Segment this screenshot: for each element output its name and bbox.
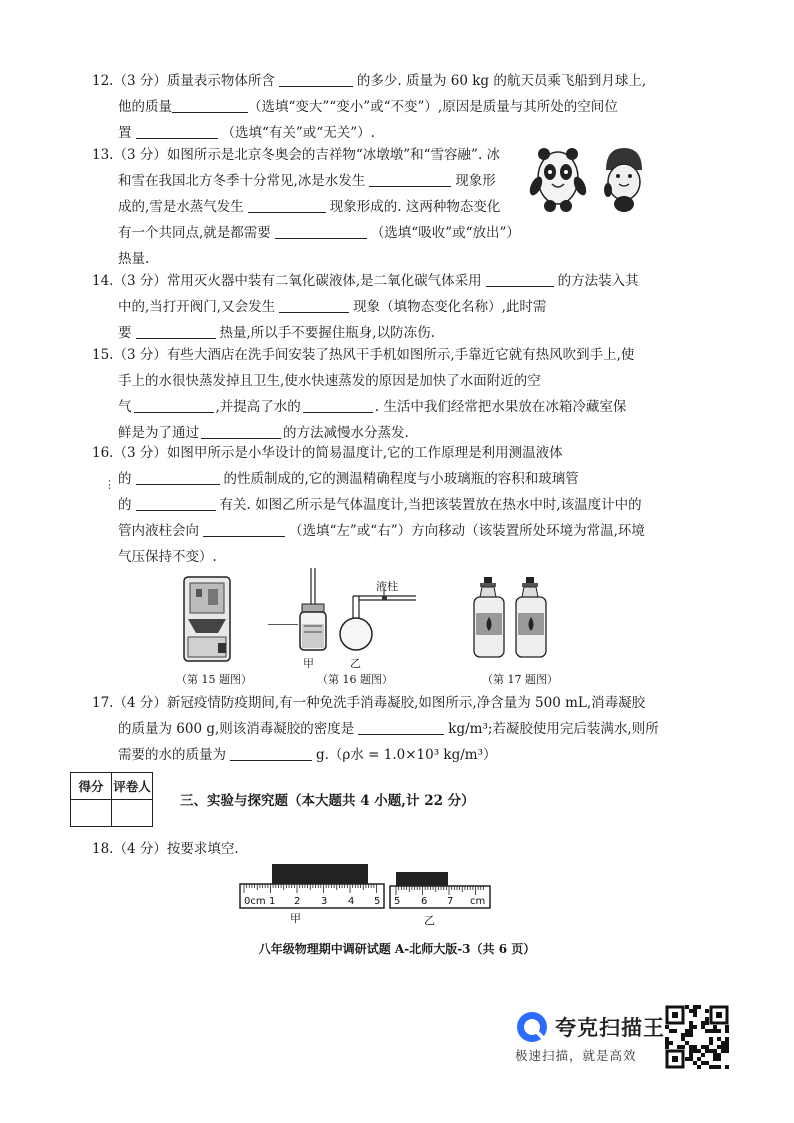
qr-module <box>689 1057 693 1061</box>
q13-text: 和雪在我国北方冬季十分常见,冰是水发生 <box>118 173 366 189</box>
q16-text: 的性质制成的,它的测温精确程度与小玻璃瓶的容积和玻璃管 <box>223 471 579 487</box>
object-block-yi <box>396 872 448 886</box>
qr-module <box>689 1009 693 1013</box>
qr-module <box>685 1041 689 1045</box>
answer-blank[interactable] <box>248 198 326 213</box>
grader-label: 评卷人 <box>112 773 153 800</box>
qr-module <box>693 1061 697 1065</box>
qr-module <box>701 1061 705 1065</box>
ruler-tick-label: 3 <box>321 896 328 907</box>
answer-blank[interactable] <box>275 224 367 239</box>
ruler-tick-label: 2 <box>294 896 301 907</box>
qr-module <box>717 1065 721 1069</box>
question-16 <box>92 440 692 570</box>
qr-module <box>725 1045 729 1049</box>
answer-blank[interactable] <box>172 98 248 113</box>
q14-text: 现象（填物态变化名称）,此时需 <box>353 299 547 315</box>
ruler-figure <box>238 862 498 926</box>
q16-text: 管内液柱会向 <box>118 523 199 539</box>
q17-text: kg/m³;若凝胶使用完后装满水,则所 <box>448 721 659 737</box>
qr-module <box>701 1045 705 1049</box>
q14-text: 的方法装入其 <box>557 273 639 289</box>
answer-blank[interactable] <box>230 746 312 761</box>
ruler-unit: cm <box>470 896 486 907</box>
q14-text: 要 <box>118 325 132 341</box>
mascot-illustration <box>528 140 648 220</box>
qr-module <box>721 1045 725 1049</box>
qr-module <box>713 1057 717 1061</box>
qr-module <box>721 1041 725 1045</box>
q13-text: 现象形 <box>455 173 496 189</box>
qr-module <box>705 1017 709 1021</box>
q13-text: 现象形成的. 这两种物态变化 <box>329 199 501 215</box>
qr-module <box>669 1041 673 1045</box>
qr-module <box>669 1029 673 1033</box>
qr-module <box>713 1049 717 1053</box>
q15-text: ,并提高了水的 <box>215 399 301 415</box>
question-14 <box>92 268 692 346</box>
caption-fig16: （第 16 题图） <box>317 673 393 686</box>
qr-module <box>677 1045 681 1049</box>
q18-text: 18.（4 分）按要求填空. <box>92 841 239 857</box>
answer-blank[interactable] <box>279 72 353 87</box>
qr-module <box>665 1045 669 1049</box>
q13-text: 成的,雪是水蒸气发生 <box>118 199 244 215</box>
answer-blank[interactable] <box>303 398 373 413</box>
qr-module <box>713 1029 717 1033</box>
q13-text: 热量. <box>118 251 150 267</box>
quark-logo-icon <box>515 1010 549 1044</box>
question-15 <box>92 342 692 446</box>
qr-module <box>717 1037 721 1041</box>
answer-blank[interactable] <box>279 298 349 313</box>
label-yi: 乙 <box>350 657 361 670</box>
q13-text: （选填“吸收”或“放出”） <box>370 225 520 241</box>
qr-module <box>693 1005 697 1009</box>
qr-module <box>685 1005 689 1009</box>
brand-slogan: 极速扫描，就是高效 <box>515 1048 637 1063</box>
qr-module <box>689 1025 693 1029</box>
figure-divider <box>268 624 298 625</box>
qr-module <box>721 1049 725 1053</box>
question-18 <box>92 836 692 862</box>
ruler-tick-label: 5 <box>394 896 401 907</box>
ruler-tick-label: 6 <box>421 896 428 907</box>
hand-dryer-figure <box>178 575 238 665</box>
qr-module <box>665 1025 669 1029</box>
margin-mark: ⋮ <box>104 478 115 491</box>
answer-blank[interactable] <box>136 496 216 511</box>
q15-text: 的方法减慢水分蒸发. <box>283 425 409 441</box>
score-table <box>70 772 153 827</box>
ruler-tick-label: 7 <box>447 896 454 907</box>
qr-code-icon[interactable] <box>665 1005 729 1069</box>
q15-text: 15.（3 分）有些大酒店在洗手间安装了热风干手机如图所示,手靠近它就有热风吹到手上,使 <box>92 347 635 363</box>
qr-module <box>725 1025 729 1029</box>
qr-module <box>717 1057 721 1061</box>
answer-blank[interactable] <box>201 424 281 439</box>
caption-fig17: （第 17 题图） <box>482 673 558 686</box>
qr-module <box>705 1009 709 1013</box>
qr-module <box>685 1029 689 1033</box>
q15-text: . 生活中我们经常把水果放在冰箱冷藏室保 <box>374 399 627 415</box>
q17-text: 17.（4 分）新冠疫情防疫期间,有一种免洗手消毒凝胶,如图所示,净含量为 500 mL,消毒凝胶 <box>92 695 646 711</box>
q15-text: 鲜是为了通过 <box>118 425 199 441</box>
qr-module <box>685 1033 689 1037</box>
q17-text: 需要的水的质量为 <box>118 747 226 763</box>
question-17 <box>92 690 692 768</box>
ruler-tick-label: 0cm <box>244 896 266 907</box>
qr-module <box>701 1021 705 1025</box>
qr-module <box>689 1045 693 1049</box>
q14-text: 14.（3 分）常用灭火器中装有二氧化碳液体,是二氧化碳气体采用 <box>92 273 482 289</box>
answer-blank[interactable] <box>134 398 214 413</box>
qr-module <box>689 1029 693 1033</box>
q14-text: 热量,所以手不要握住瓶身,以防冻伤. <box>219 325 435 341</box>
qr-module <box>709 1041 713 1045</box>
q17-text: g.（ρ水 = 1.0×10³ kg/m³） <box>316 747 497 763</box>
qr-module <box>713 1065 717 1069</box>
qr-module <box>697 1049 701 1053</box>
grader-cell[interactable] <box>112 800 153 827</box>
qr-module <box>713 1053 717 1057</box>
answer-blank[interactable] <box>486 272 554 287</box>
ruler-label-jia: 甲 <box>290 912 301 925</box>
caption-fig15: （第 15 题图） <box>176 673 252 686</box>
qr-module <box>665 1041 669 1045</box>
qr-module <box>693 1045 697 1049</box>
q16-text: 的 <box>118 497 132 513</box>
q16-text: 气压保持不变）. <box>118 549 217 565</box>
q16-text: 有关. 如图乙所示是气体温度计,当把该装置放在热水中时,该温度计中的 <box>219 497 642 513</box>
qr-module <box>701 1053 705 1057</box>
label-jia: 甲 <box>303 657 314 670</box>
ruler-tick-label: 5 <box>374 896 381 907</box>
qr-module <box>725 1029 729 1033</box>
q12-text: （选填“有关”或“无关”）. <box>221 125 375 141</box>
q14-text: 中的,当打开阀门,又会发生 <box>118 299 276 315</box>
qr-module <box>725 1049 729 1053</box>
q15-text: 手上的水很快蒸发掉且卫生,使水快速蒸发的原因是加快了水面附近的空 <box>118 373 541 389</box>
qr-module <box>705 1021 709 1025</box>
qr-module <box>693 1009 697 1013</box>
qr-module <box>693 1049 697 1053</box>
qr-module <box>717 1053 721 1057</box>
thermometer-figure <box>296 566 426 666</box>
score-label: 得分 <box>71 773 112 800</box>
q12-text: 置 <box>118 125 132 141</box>
qr-module <box>705 1061 709 1065</box>
qr-module <box>689 1049 693 1053</box>
qr-module <box>705 1029 709 1033</box>
label-yezhu: 液柱 <box>376 580 398 593</box>
qr-module <box>709 1037 713 1041</box>
qr-module <box>725 1037 729 1041</box>
qr-module <box>701 1025 705 1029</box>
qr-module <box>689 1021 693 1025</box>
qr-module <box>681 1033 685 1037</box>
question-12 <box>92 68 692 146</box>
qr-module <box>681 1045 685 1049</box>
q15-text: 气 <box>118 399 132 415</box>
qr-module <box>717 1029 721 1033</box>
q17-text: 的质量为 600 g,则该消毒凝胶的密度是 <box>118 721 355 737</box>
qr-module <box>705 1049 709 1053</box>
q12-text: 12.（3 分）质量表示物体所含 <box>92 73 275 89</box>
score-cell[interactable] <box>71 800 112 827</box>
q13-text: 13.（3 分）如图所示是北京冬奥会的吉祥物“冰墩墩”和“雪容融”. 冰 <box>92 147 501 163</box>
qr-module <box>693 1013 697 1017</box>
object-block-jia <box>272 864 368 884</box>
answer-blank[interactable] <box>136 470 220 485</box>
qr-module <box>697 1065 701 1069</box>
q16-text: 的 <box>118 471 132 487</box>
qr-module <box>713 1025 717 1029</box>
qr-module <box>665 1037 669 1041</box>
page-footer: 八年级物理期中调研试题 A-北师大版-3（共 6 页） <box>258 942 536 956</box>
ruler-tick-label: 4 <box>348 896 355 907</box>
qr-module <box>689 1033 693 1037</box>
answer-blank[interactable] <box>136 124 218 139</box>
answer-blank[interactable] <box>369 172 451 187</box>
section-title: 三、实验与探究题（本大题共 4 小题,计 22 分） <box>180 793 475 809</box>
answer-blank[interactable] <box>203 522 285 537</box>
ruler-label-yi: 乙 <box>424 914 435 926</box>
qr-module <box>709 1029 713 1033</box>
qr-module <box>709 1065 713 1069</box>
qr-module <box>717 1045 721 1049</box>
q16-text: （选填“左”或“右”）方向移动（该装置所处环境为常温,环境 <box>289 523 645 539</box>
q12-text: 的多少. 质量为 60 kg 的航天员乘飞船到月球上, <box>356 73 647 89</box>
qr-module <box>689 1053 693 1057</box>
q12-text: （选填“变大”“变小”或“不变”）,原因是质量与其所处的空间位 <box>248 99 618 115</box>
qr-module <box>709 1049 713 1053</box>
qr-module <box>697 1005 701 1009</box>
sanitizer-bottles-figure <box>470 575 560 667</box>
qr-module <box>725 1065 729 1069</box>
qr-module <box>697 1057 701 1061</box>
qr-module <box>681 1037 685 1041</box>
q16-text: 16.（3 分）如图甲所示是小华设计的简易温度计,它的工作原理是利用测温液体 <box>92 445 563 461</box>
answer-blank[interactable] <box>358 720 444 735</box>
qr-module <box>693 1025 697 1029</box>
q12-text: 他的质量 <box>118 99 172 115</box>
answer-blank[interactable] <box>136 324 216 339</box>
qr-module <box>725 1041 729 1045</box>
qr-module <box>673 1029 677 1033</box>
brand-name: 夸克扫描王 <box>555 1016 665 1040</box>
qr-module <box>705 1045 709 1049</box>
ruler-tick-label: 1 <box>269 896 276 907</box>
q13-text: 有一个共同点,就是都需要 <box>118 225 271 241</box>
qr-module <box>685 1057 689 1061</box>
